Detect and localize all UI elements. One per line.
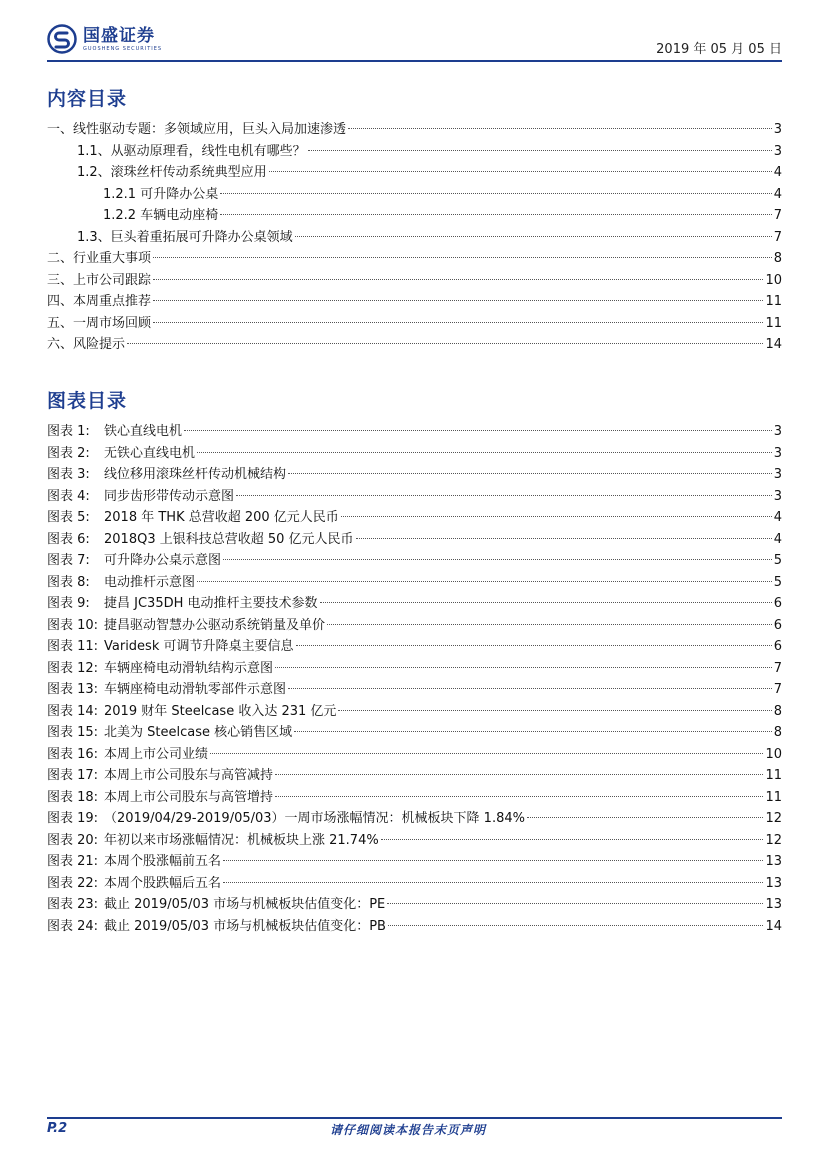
- chart-entry-page: 8: [773, 703, 782, 719]
- chart-entry[interactable]: [47, 851, 782, 873]
- chart-entry-label: 图表 9:: [47, 596, 90, 611]
- chart-entry-title: 无铁心直线电机: [104, 445, 196, 461]
- leader-dots: [356, 538, 772, 539]
- chart-entry-page: 5: [773, 553, 782, 568]
- chart-entry[interactable]: [47, 529, 782, 551]
- chart-entry-page: 11: [765, 768, 782, 783]
- chart-entry-title: 年初以来市场涨幅情况：机械板块上涨 21.74%: [104, 832, 379, 848]
- toc-entry-text: 一、线性驱动专题：多领域应用，巨头入局加速渗透: [47, 122, 347, 137]
- chart-entry-title: 可升降办公桌示意图: [104, 553, 222, 568]
- chart-entry[interactable]: [47, 464, 782, 486]
- toc-entry-text: 1.2.2 车辆电动座椅: [103, 208, 219, 223]
- toc-entry-page: 11: [765, 315, 782, 331]
- toc-entry-page: 10: [765, 272, 782, 288]
- leader-dots: [341, 516, 772, 517]
- chart-entry-label: 图表 11:: [47, 639, 99, 654]
- chart-entry-label: 图表 12:: [47, 660, 99, 676]
- toc-entry[interactable]: [47, 141, 782, 163]
- chart-entry-label: 图表 1:: [47, 424, 90, 439]
- chart-entry[interactable]: [47, 873, 782, 895]
- chart-entry-page: 7: [773, 682, 782, 697]
- chart-entry-page: 3: [773, 445, 782, 461]
- chart-entry[interactable]: [47, 421, 782, 443]
- leader-dots: [288, 473, 772, 474]
- leader-dots: [153, 300, 763, 301]
- chart-entry-page: 5: [773, 574, 782, 590]
- leader-dots: [197, 581, 772, 582]
- chart-entry-title: 铁心直线电机: [104, 424, 183, 439]
- chart-entry-label: 图表 3:: [47, 467, 90, 482]
- chart-entry-label: 图表 8:: [47, 574, 90, 590]
- toc-entry[interactable]: [47, 205, 782, 227]
- chart-entry-label: 图表 22:: [47, 875, 99, 891]
- toc-entry-text: 1.2.1 可升降办公桌: [103, 186, 219, 202]
- chart-entry-page: 7: [773, 660, 782, 676]
- chart-entry[interactable]: [47, 615, 782, 637]
- chart-entry-page: 6: [773, 639, 782, 654]
- leader-dots: [197, 452, 772, 453]
- leader-dots: [308, 150, 772, 151]
- chart-entry-label: 图表 4:: [47, 488, 90, 504]
- leader-dots: [320, 602, 772, 603]
- chart-entry-title: 截止 2019/05/03 市场与机械板块估值变化：PE: [104, 897, 386, 912]
- chart-entry-title: 2019 财年 Steelcase 收入达 231 亿元: [104, 703, 337, 719]
- leader-dots: [327, 624, 772, 625]
- toc-entry-text: 二、行业重大事项: [47, 251, 152, 266]
- chart-entry-title: （2019/04/29-2019/05/03）一周市场涨幅情况：机械板块下降 1.84%: [104, 811, 525, 826]
- toc-entry[interactable]: [47, 291, 782, 313]
- page-header: [47, 24, 782, 62]
- chart-entry-label: 图表 13:: [47, 682, 99, 697]
- toc-entry[interactable]: [47, 248, 782, 270]
- chart-entry-page: 10: [765, 746, 782, 762]
- chart-entry-label: 图表 19:: [47, 811, 99, 826]
- chart-entry[interactable]: [47, 572, 782, 594]
- chart-entry[interactable]: [47, 636, 782, 658]
- chart-entry-title: 本周上市公司业绩: [104, 746, 209, 762]
- chart-entry[interactable]: [47, 679, 782, 701]
- chart-entry-label: 图表 24:: [47, 918, 99, 934]
- toc-entry-text: 五、一周市场回顾: [47, 315, 152, 331]
- leader-dots: [381, 839, 764, 840]
- chart-entry[interactable]: [47, 701, 782, 723]
- leader-dots: [288, 688, 772, 689]
- chart-entry-label: 图表 14:: [47, 703, 99, 719]
- leader-dots: [348, 128, 772, 129]
- report-date: 2019 年 05 月 05 日: [656, 42, 782, 57]
- chart-entry-page: 4: [773, 510, 782, 525]
- chart-entry-title: 截止 2019/05/03 市场与机械板块估值变化：PB: [104, 918, 386, 934]
- chart-entry-label: 图表 20:: [47, 832, 99, 848]
- chart-entry-page: 3: [773, 488, 782, 504]
- leader-dots: [223, 559, 772, 560]
- chart-entry[interactable]: [47, 808, 782, 830]
- toc-entry[interactable]: [47, 334, 782, 356]
- chart-entry[interactable]: [47, 787, 782, 809]
- chart-entry-page: 3: [773, 424, 782, 439]
- chart-entry-title: 线位移用滚珠丝杆传动机械结构: [104, 467, 287, 482]
- chart-entry-label: 图表 5:: [47, 510, 90, 525]
- toc-entry[interactable]: [47, 270, 782, 292]
- disclaimer-note: 请仔细阅读本报告末页声明: [330, 1123, 487, 1137]
- chart-entry-title: 本周上市公司股东与高管减持: [104, 768, 274, 783]
- toc-entry-page: 4: [773, 186, 782, 202]
- chart-entry-label: 图表 15:: [47, 725, 99, 740]
- chart-entry[interactable]: [47, 550, 782, 572]
- leader-dots: [210, 753, 763, 754]
- leader-dots: [295, 236, 772, 237]
- chart-entry-title: 车辆座椅电动滑轨零部件示意图: [104, 682, 287, 697]
- chart-entry-title: 同步齿形带传动示意图: [104, 488, 235, 504]
- toc-entry-page: 11: [765, 294, 782, 309]
- chart-entry-page: 12: [765, 811, 782, 826]
- chart-entry-title: 本周上市公司股东与高管增持: [104, 789, 274, 805]
- header-divider: [47, 60, 782, 62]
- chart-entry[interactable]: [47, 830, 782, 852]
- leader-dots: [184, 430, 772, 431]
- chart-entry-title: 本周个股跌幅后五名: [104, 875, 222, 891]
- leader-dots: [127, 343, 763, 344]
- leader-dots: [294, 731, 772, 732]
- toc-entry-text: 三、上市公司跟踪: [47, 272, 152, 288]
- chart-entry-page: 14: [765, 918, 782, 934]
- chart-entry[interactable]: [47, 722, 782, 744]
- leader-dots: [220, 214, 772, 215]
- chart-entry-title: 电动推杆示意图: [104, 574, 196, 590]
- toc-entry-page: 3: [773, 122, 782, 137]
- chart-entry-page: 13: [765, 897, 782, 912]
- leader-dots: [275, 667, 772, 668]
- toc-entry-text: 六、风险提示: [47, 337, 126, 352]
- toc-entry[interactable]: [47, 119, 782, 141]
- charts-toc-title: 图表目录: [47, 390, 128, 412]
- chart-entry-label: 图表 2:: [47, 445, 90, 461]
- chart-entry-title: 捷昌 JC35DH 电动推杆主要技术参数: [104, 596, 318, 611]
- chart-entry-label: 图表 18:: [47, 789, 99, 805]
- leader-dots: [153, 322, 763, 323]
- chart-entry[interactable]: [47, 744, 782, 766]
- chart-entry[interactable]: [47, 593, 782, 615]
- leader-dots: [338, 710, 771, 711]
- leader-dots: [388, 925, 764, 926]
- chart-entry-page: 3: [773, 467, 782, 482]
- chart-entry-page: 12: [765, 832, 782, 848]
- chart-entry-page: 8: [773, 725, 782, 740]
- chart-entry[interactable]: [47, 486, 782, 508]
- leader-dots: [269, 171, 772, 172]
- chart-entry-page: 4: [773, 531, 782, 547]
- chart-entry[interactable]: [47, 765, 782, 787]
- leader-dots: [387, 903, 763, 904]
- toc-entry-page: 3: [773, 143, 782, 159]
- toc-entry-page: 7: [773, 229, 782, 245]
- chart-entry[interactable]: [47, 916, 782, 938]
- leader-dots: [153, 257, 772, 258]
- chart-entry-page: 13: [765, 854, 782, 869]
- chart-entry-label: 图表 21:: [47, 854, 99, 869]
- toc-entry[interactable]: [47, 184, 782, 206]
- leader-dots: [275, 796, 763, 797]
- toc-entry-page: 4: [773, 165, 782, 180]
- chart-entry[interactable]: [47, 443, 782, 465]
- chart-entry-label: 图表 10:: [47, 617, 99, 633]
- toc-entry-text: 1.3、巨头着重拓展可升降办公桌领域: [77, 229, 293, 245]
- chart-entry-title: 车辆座椅电动滑轨结构示意图: [104, 660, 274, 676]
- company-logo: [47, 24, 162, 54]
- chart-entry-title: 2018Q3 上银科技总营收超 50 亿元人民币: [104, 531, 354, 547]
- toc-entry[interactable]: [47, 162, 782, 184]
- toc-entry-text: 1.1、从驱动原理看，线性电机有哪些？: [77, 143, 306, 159]
- leader-dots: [220, 193, 772, 194]
- company-subname: GUOSHENG SECURITIES: [83, 46, 163, 52]
- chart-entry-label: 图表 7:: [47, 553, 90, 568]
- leader-dots: [296, 645, 772, 646]
- leader-dots: [223, 860, 763, 861]
- leader-dots: [153, 279, 763, 280]
- chart-entry-title: 2018 年 THK 总营收超 200 亿元人民币: [104, 510, 339, 525]
- chart-entry-label: 图表 6:: [47, 531, 90, 547]
- logo-icon: [47, 24, 77, 54]
- toc-entry[interactable]: [47, 227, 782, 249]
- chart-entry-page: 13: [765, 875, 782, 891]
- toc-entry-page: 7: [773, 208, 782, 223]
- chart-entry-page: 6: [773, 617, 782, 633]
- toc-title: 内容目录: [47, 88, 128, 110]
- leader-dots: [275, 774, 763, 775]
- chart-entry-title: 捷昌驱动智慧办公驱动系统销量及单价: [104, 617, 326, 633]
- toc-entry-text: 四、本周重点推荐: [47, 294, 152, 309]
- leader-dots: [527, 817, 763, 818]
- charts-list: [47, 421, 782, 937]
- toc-entry[interactable]: [47, 313, 782, 335]
- chart-entry[interactable]: [47, 658, 782, 680]
- chart-entry-title: 本周个股涨幅前五名: [104, 854, 222, 869]
- chart-entry-label: 图表 17:: [47, 768, 99, 783]
- toc-entry-text: 1.2、滚珠丝杆传动系统典型应用: [77, 165, 267, 180]
- chart-entry-page: 11: [765, 789, 782, 805]
- chart-entry-title: 北美为 Steelcase 核心销售区域: [104, 725, 293, 740]
- contents-list: [47, 119, 782, 356]
- page-number: P.2: [47, 1121, 68, 1136]
- toc-entry-page: 8: [773, 251, 782, 266]
- chart-entry[interactable]: [47, 894, 782, 916]
- chart-entry[interactable]: [47, 507, 782, 529]
- chart-entry-label: 图表 16:: [47, 746, 99, 762]
- chart-entry-label: 图表 23:: [47, 897, 99, 912]
- company-name: 国盛证券: [83, 26, 155, 46]
- toc-entry-page: 14: [765, 337, 782, 352]
- leader-dots: [236, 495, 772, 496]
- footer-divider: [47, 1117, 782, 1119]
- leader-dots: [223, 882, 763, 883]
- chart-entry-title: Varidesk 可调节升降桌主要信息: [104, 639, 294, 654]
- chart-entry-page: 6: [773, 596, 782, 611]
